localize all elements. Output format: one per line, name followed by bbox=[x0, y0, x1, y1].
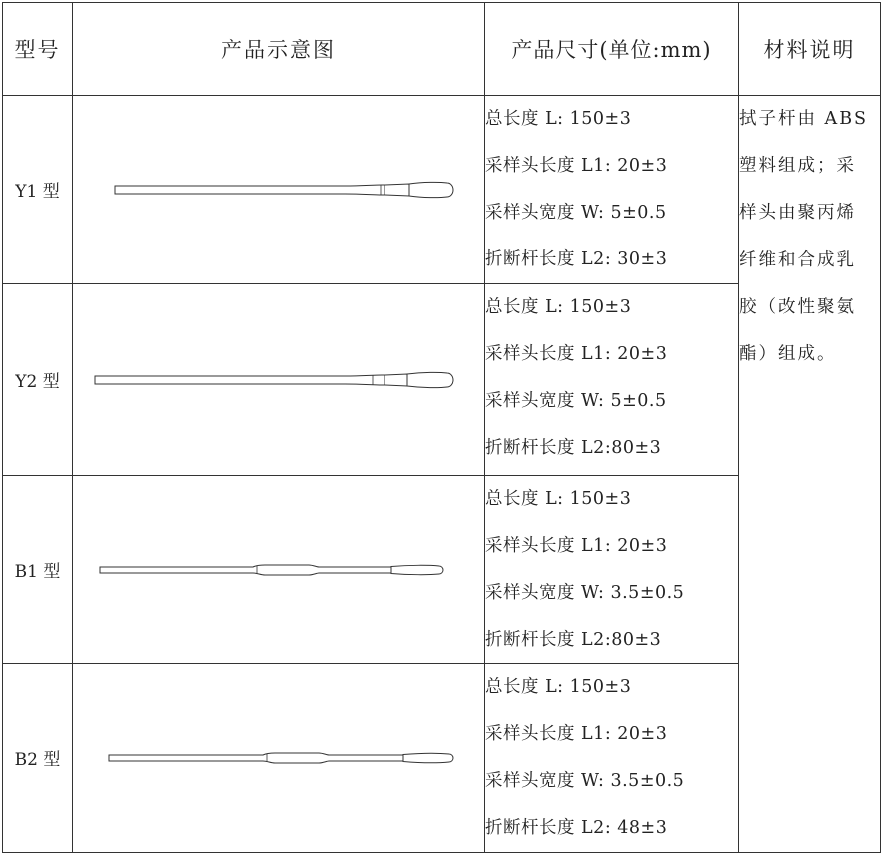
dims-cell bbox=[485, 96, 739, 284]
swab-b1-drawing bbox=[73, 550, 484, 590]
total-length: 总长度 L: 150±3 bbox=[485, 489, 632, 510]
header-model: 型号 bbox=[3, 3, 73, 96]
head-width: 采样头宽度 W: 3.5±0.5 bbox=[485, 770, 685, 791]
dims-cell bbox=[485, 664, 739, 852]
break-length: 折断杆长度 L2:80±3 bbox=[485, 629, 662, 650]
break-length: 折断杆长度 L2: 30±3 bbox=[485, 249, 668, 270]
model-cell: Y2 型 bbox=[3, 284, 73, 476]
header-size: 产品尺寸(单位:mm) bbox=[485, 3, 739, 96]
material-line: 拭子杆由 ABS bbox=[739, 109, 869, 129]
diagram-cell bbox=[73, 96, 485, 284]
swab-b2-drawing bbox=[73, 738, 484, 778]
header-row bbox=[3, 3, 881, 96]
table-row bbox=[3, 96, 881, 284]
diagram-cell bbox=[73, 664, 485, 852]
break-length: 折断杆长度 L2:80±3 bbox=[485, 437, 662, 458]
model-cell: B2 型 bbox=[3, 664, 73, 852]
swab-y2-drawing bbox=[73, 360, 484, 400]
dims-cell bbox=[485, 476, 739, 664]
model-cell: Y1 型 bbox=[3, 96, 73, 284]
model-cell: B1 型 bbox=[3, 476, 73, 664]
header-material: 材料说明 bbox=[739, 3, 881, 96]
total-length: 总长度 L: 150±3 bbox=[485, 109, 632, 129]
material-cell bbox=[739, 96, 881, 853]
break-length: 折断杆长度 L2: 48±3 bbox=[485, 817, 668, 838]
spec-table bbox=[2, 2, 881, 853]
header-diagram: 产品示意图 bbox=[73, 3, 485, 96]
total-length: 总长度 L: 150±3 bbox=[485, 677, 632, 698]
swab-y1-drawing bbox=[73, 170, 484, 210]
material-line: 胶（改性聚氨 bbox=[739, 297, 856, 317]
material-line: 酯）组成。 bbox=[739, 344, 837, 364]
diagram-cell bbox=[73, 476, 485, 664]
head-length: 采样头长度 L1: 20±3 bbox=[485, 155, 668, 176]
material-line: 塑料组成；采 bbox=[739, 156, 856, 176]
material-line: 样头由聚丙烯 bbox=[739, 203, 856, 223]
head-width: 采样头宽度 W: 3.5±0.5 bbox=[485, 582, 685, 603]
total-length: 总长度 L: 150±3 bbox=[485, 297, 632, 318]
head-length: 采样头长度 L1: 20±3 bbox=[485, 343, 668, 364]
dims-cell bbox=[485, 284, 739, 476]
head-length: 采样头长度 L1: 20±3 bbox=[485, 724, 668, 745]
head-width: 采样头宽度 W: 5±0.5 bbox=[485, 390, 667, 411]
material-line: 纤维和合成乳 bbox=[739, 250, 856, 270]
head-length: 采样头长度 L1: 20±3 bbox=[485, 535, 668, 556]
diagram-cell bbox=[73, 284, 485, 476]
head-width: 采样头宽度 W: 5±0.5 bbox=[485, 202, 667, 223]
